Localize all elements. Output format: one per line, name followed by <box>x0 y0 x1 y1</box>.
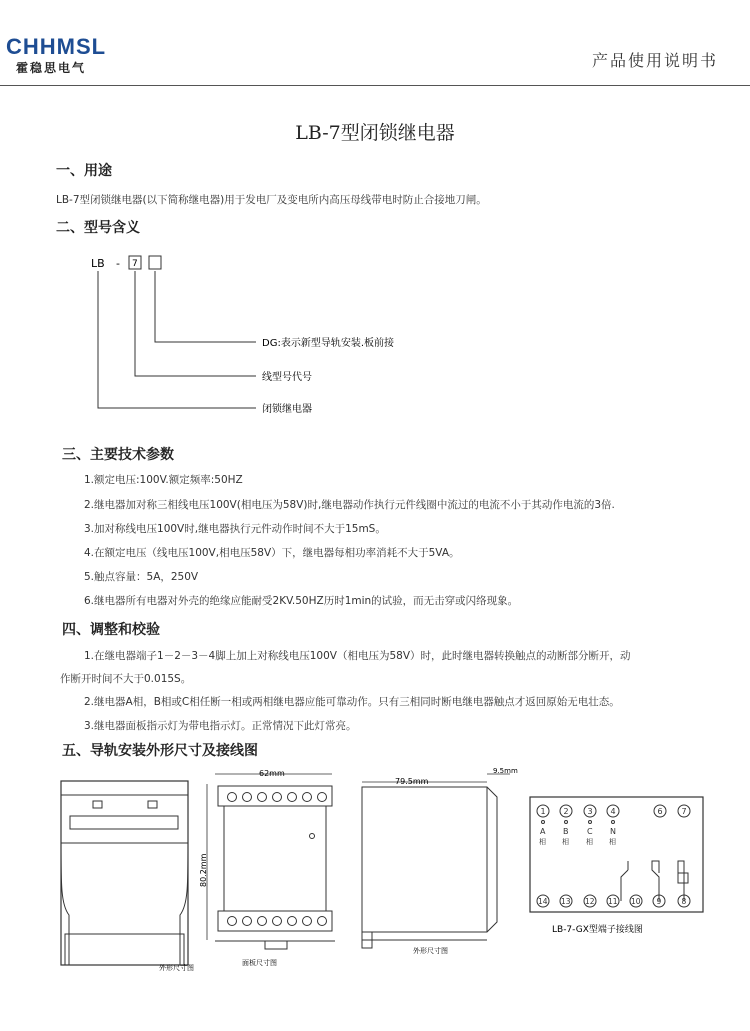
fig2-caption: 面板尺寸图 <box>242 959 277 967</box>
side-extra: 9.5mm <box>493 767 518 775</box>
spec-item: 4.在额定电压（线电压100V,相电压58V）下，继电器每相功率消耗不大于5VA。 <box>84 547 460 559</box>
adjust-item-cont: 作断开时间不大于0.015S。 <box>60 673 192 685</box>
phase-letter: B <box>563 827 569 836</box>
outline-front-view <box>55 775 205 975</box>
phase-letter: N <box>610 827 616 836</box>
terminal-bottom-label: 11 <box>608 897 618 906</box>
side-depth: 79.5mm <box>395 777 429 786</box>
wiring-caption: LB-7-GX型端子接线图 <box>552 925 643 935</box>
section-4-heading: 四、调整和校验 <box>62 622 160 638</box>
leader-line-type <box>135 271 256 376</box>
phase-dot <box>612 821 615 824</box>
adjust-item: 2.继电器A相，B相或C相任断一相或两相继电器应能可靠动作。只有三相同时断电继电器触点才返回原始无电壮态。 <box>84 696 620 708</box>
leader-line-dg <box>155 271 256 342</box>
phase-suffix: 相 <box>562 838 569 846</box>
phase-dot <box>565 821 568 824</box>
brand-subtitle: 霍稳思电气 <box>16 61 87 75</box>
section-3-heading: 三、主要技术参数 <box>62 447 174 463</box>
terminal-bottom-label: 12 <box>585 897 595 906</box>
section-1-text: LB-7型闭锁继电器(以下简称继电器)用于发电厂及变电所内高压母线带电时防止合接地刀闸。 <box>56 194 487 206</box>
spec-item: 1.额定电压:100V.额定频率:50HZ <box>84 474 243 486</box>
terminal-bottom-label: 8 <box>681 897 687 906</box>
terminal-top-label: 2 <box>563 807 569 816</box>
model-code-diagram <box>0 245 460 425</box>
terminal-wiring-diagram <box>528 797 708 947</box>
spec-item: 5.触点容量：5A，250V <box>84 571 199 583</box>
panel-height: 80.2mm <box>199 853 208 887</box>
phase-dot <box>542 821 545 824</box>
section-2-heading: 二、型号含义 <box>56 220 140 236</box>
model-box-type-value: 7 <box>132 259 138 269</box>
leader-line-relay <box>98 271 256 408</box>
terminal-bottom-label: 10 <box>631 897 641 906</box>
adjust-item: 3.继电器面板指示灯为带电指示灯。正常情况下此灯常亮。 <box>84 720 357 732</box>
model-prefix: LB <box>91 257 105 270</box>
terminal-top-label: 6 <box>657 807 663 816</box>
terminal-bottom-label: 9 <box>656 897 662 906</box>
terminal-top-label: 7 <box>681 807 687 816</box>
spec-item: 3.加对称线电压100V时,继电器执行元件动作时间不大于15mS。 <box>84 523 386 535</box>
panel-width: 62mm <box>259 769 285 778</box>
adjust-item: 1.在继电器端子1－2－3－4脚上加上对称线电压100V（相电压为58V）时，此时继电器转换触点的动断部分断开，动 <box>84 650 631 662</box>
phase-suffix: 相 <box>539 838 546 846</box>
phase-dot <box>589 821 592 824</box>
side-dimension-view <box>355 762 518 962</box>
brand-logo: CHHMSL <box>6 34 107 59</box>
phase-suffix: 相 <box>609 838 616 846</box>
model-box-variant <box>149 256 161 269</box>
label-type-code: 线型号代号 <box>262 372 312 383</box>
phase-letter: C <box>587 827 593 836</box>
model-dash: - <box>116 257 120 270</box>
terminal-top-label: 4 <box>610 807 616 816</box>
spec-item: 6.继电器所有电器对外壳的绝缘应能耐受2KV.50HZ历时1min的试验，而无击穿或闪络现象。 <box>84 595 519 607</box>
terminal-top-label: 3 <box>587 807 593 816</box>
label-lock-relay: 闭锁继电器 <box>262 404 312 415</box>
section-1-heading: 一、用途 <box>56 163 112 179</box>
fig3-caption: 外形尺寸图 <box>413 947 448 955</box>
page-title: LB-7型闭锁继电器 <box>295 122 455 144</box>
document-type: 产品使用说明书 <box>591 51 718 70</box>
spec-item: 2.继电器加对称三相线电压100V(相电压为58V)时,继电器动作执行元件线圈中流过的电流不小于其动作电流的3倍. <box>84 499 615 511</box>
terminal-top-label: 1 <box>540 807 546 816</box>
terminal-bottom-label: 14 <box>538 897 548 906</box>
phase-suffix: 相 <box>586 838 593 846</box>
fig1-caption: 外形尺寸图 <box>159 964 194 972</box>
panel-dimension-view <box>195 762 355 972</box>
section-5-heading: 五、导轨安装外形尺寸及接线图 <box>62 743 258 759</box>
label-dg: DG:表示新型导轨安装.板前接 <box>262 338 394 349</box>
terminal-bottom-label: 13 <box>561 897 571 906</box>
header-divider <box>0 85 750 86</box>
phase-letter: A <box>540 827 546 836</box>
